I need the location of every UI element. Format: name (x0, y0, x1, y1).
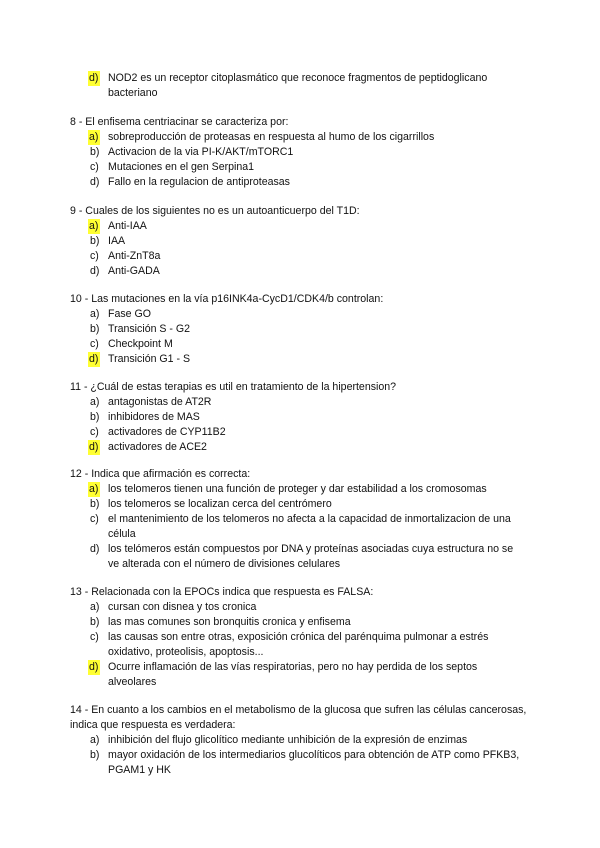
question-text: 13 - Relacionada con la EPOCs indica que respuesta es FALSA: (70, 586, 374, 598)
option-letter: a) (90, 308, 100, 320)
option-text: Transición G1 - S (108, 353, 191, 365)
option-text: Anti-GADA (108, 265, 160, 277)
option-letter: c) (90, 250, 99, 262)
option-text: Ocurre inflamación de las vías respiratorias, pero no hay perdida de los septos alveolares (108, 661, 478, 688)
option-letter-highlighted: a) (89, 131, 99, 143)
option-letter: d) (90, 176, 100, 188)
option-text: sobreproducción de proteasas en respuesta al humo de los cigarrillos (108, 131, 435, 143)
option-letter: b) (90, 235, 100, 247)
option-text: Anti-IAA (108, 220, 147, 232)
option-letter-highlighted: a) (89, 483, 99, 495)
option-letter: c) (90, 513, 99, 525)
option-text: Fallo en la regulacion de antiproteasas (108, 176, 290, 188)
option-text: Anti-ZnT8a (108, 250, 161, 262)
option-letter: c) (90, 631, 99, 643)
option-letter: b) (90, 749, 100, 761)
option-letter: b) (90, 146, 100, 158)
option-text: Fase GO (108, 308, 151, 320)
option-text: inhibidores de MAS (108, 411, 200, 423)
option-text: los telomeros se localizan cerca del centrómero (108, 498, 332, 510)
option-letter: a) (90, 734, 100, 746)
option-text: inhibición del flujo glicolítico mediante unhibición de la expresión de enzimas (108, 734, 468, 746)
option-text: NOD2 es un receptor citoplasmático que reconoce fragmentos de peptidoglicano bacteriano (108, 72, 488, 99)
option-letter-highlighted: d) (89, 441, 99, 453)
option-letter: b) (90, 616, 100, 628)
option-letter-highlighted: d) (89, 661, 99, 673)
option-text: las causas son entre otras, exposición crónica del parénquima pulmonar a estrés oxidativo, proteolisis, apoptosis... (108, 631, 489, 658)
option-letter: a) (90, 396, 100, 408)
option-letter: c) (90, 426, 99, 438)
question-text: 8 - El enfisema centriacinar se caracteriza por: (70, 116, 289, 128)
option-text: activadores de ACE2 (108, 441, 207, 453)
option-letter-highlighted: d) (89, 353, 99, 365)
option-text: IAA (108, 235, 126, 247)
option-text: cursan con disnea y tos cronica (108, 601, 257, 613)
option-letter: d) (90, 543, 100, 555)
option-letter: a) (90, 601, 100, 613)
option-text: las mas comunes son bronquitis cronica y enfisema (108, 616, 351, 628)
option-text: Checkpoint M (108, 338, 173, 350)
option-text: el mantenimiento de los telomeros no afecta a la capacidad de inmortalizacion de una célula (108, 513, 511, 540)
option-letter: c) (90, 161, 99, 173)
option-letter: b) (90, 323, 100, 335)
question-text: 9 - Cuales de los siguientes no es un autoanticuerpo del T1D: (70, 205, 360, 217)
option-text: mayor oxidación de los intermediarios glucolíticos para obtención de ATP como PFKB3, PGAM1 y HK (108, 749, 520, 776)
question-text: 10 - Las mutaciones en la vía p16INK4a-CycD1/CDK4/b controlan: (70, 293, 384, 305)
option-text: antagonistas de AT2R (108, 396, 212, 408)
option-letter: c) (90, 338, 99, 350)
option-text: Transición S - G2 (108, 323, 191, 335)
option-letter-highlighted: a) (89, 220, 99, 232)
option-text: Activacion de la via PI-K/AKT/mTORC1 (108, 146, 294, 158)
question-text: 12 - Indica que afirmación es correcta: (70, 468, 251, 480)
option-letter: d) (90, 265, 100, 277)
option-text: Mutaciones en el gen Serpina1 (108, 161, 255, 173)
option-text: los telomeros tienen una función de proteger y dar estabilidad a los cromosomas (108, 483, 487, 495)
option-text: activadores de CYP11B2 (108, 426, 226, 438)
question-text: 14 - En cuanto a los cambios en el metabolismo de la glucosa que sufren las células cancerosas, indica que respuesta es verdadera: (70, 704, 527, 731)
question-text: 11 - ¿Cuál de estas terapias es util en tratamiento de la hipertension? (70, 381, 397, 393)
option-letter-highlighted: d) (89, 72, 99, 84)
option-letter: b) (90, 411, 100, 423)
option-text: los telómeros están compuestos por DNA y proteínas asociadas cuya estructura no se ve alterada con el número de divisiones celulares (108, 543, 514, 570)
option-letter: b) (90, 498, 100, 510)
